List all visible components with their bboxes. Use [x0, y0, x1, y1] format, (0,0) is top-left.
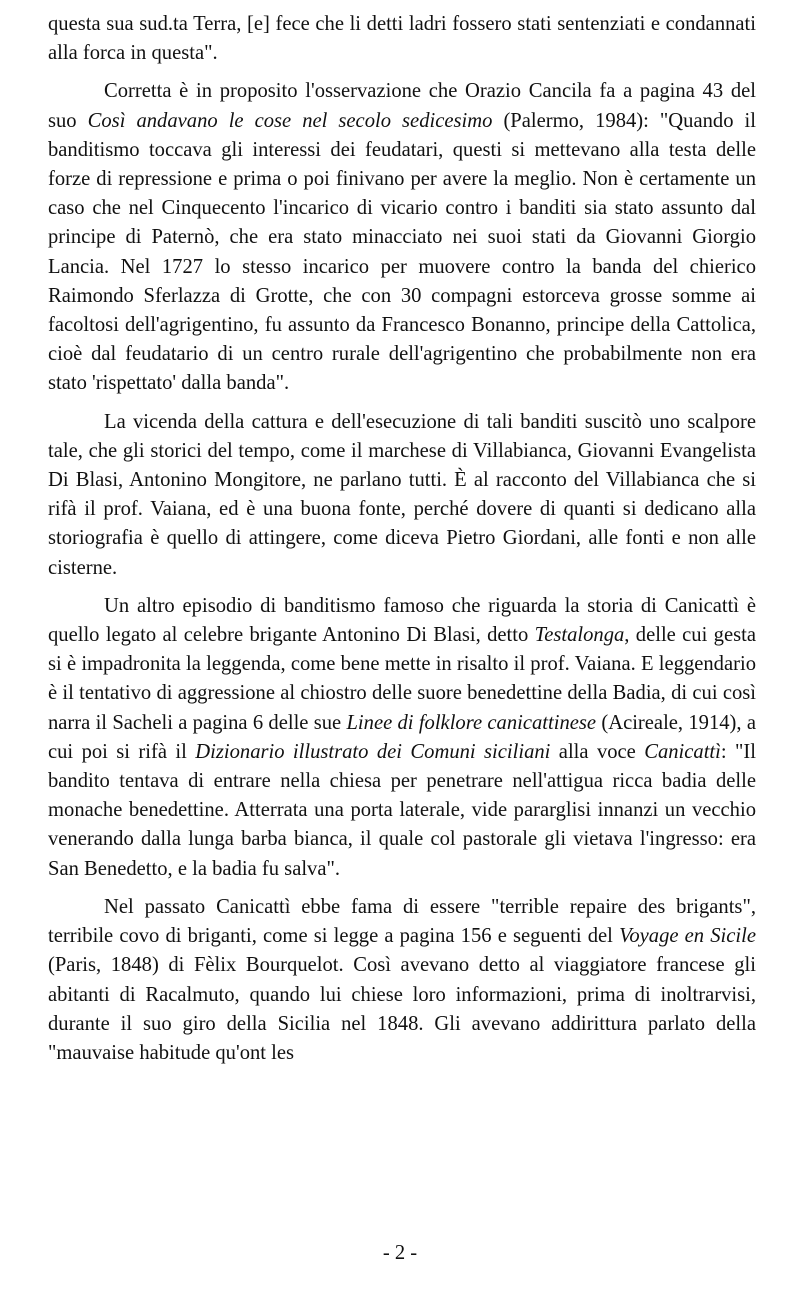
paragraph-5 [48, 893, 756, 1068]
paragraph-3 [48, 408, 756, 583]
text-run: Un altro episodio di banditismo famoso che riguarda la storia di Canicattì è quello legato al celebre brigante Antonino Di Blasi, detto [48, 594, 756, 647]
text-run: (Acireale, 1914), a cui poi si rifà il [48, 711, 756, 763]
italic-title: Testalonga [534, 624, 625, 647]
text-run: questa sua sud.ta Terra, [e] fece che li detti ladri fossero stati sentenziati e condannati alla forca in questa". [48, 13, 756, 65]
text-run: Nel passato Canicattì ebbe fama di essere "terrible repaire des brigants", terribile covo di briganti, come si legge a pagina 156 e seguenti del [48, 895, 756, 948]
paragraph-2 [48, 77, 756, 398]
text-run: La vicenda della cattura e dell'esecuzione di tali banditi suscitò uno scalpore tale, che gli storici del tempo, come il marchese di Villabianca, Giovanni Evangelista Di Blasi, Antonino Mongitore, ne parlano tutti. È al racconto del Villabianca che si rifà il prof. Vaiana, ed è una buona fonte, perché dovere di quanti si dedicano alla storiografia è quello di attingere, come diceva Pietro Giordani, alle fonti e non alle cisterne. [48, 410, 756, 579]
text-run: alla voce [550, 740, 645, 763]
text-run: , delle cui gesta si è impadronita la leggenda, come bene mette in risalto il prof. Vaiana. E leggendario è il tentativo di aggressione al chiostro delle suore benedettine della Badia, di cui così narra il Sacheli a pagina 6 delle sue [48, 624, 756, 734]
text-run: (Palermo, 1984): "Quando il banditismo toccava gli interessi dei feudatari, questi si mettevano alla testa delle forze di repressione e prima o poi finivano per avere la meglio. Non è certamente un caso che nel Cinquecento l'incarico di vicario contro i banditi sia stato assunto dal principe di Paternò, che era stato minacciato nei suoi stati da Giovanni Giorgio Lancia. Nel 1727 lo stesso incarico per muovere contro la banda del chierico Raimondo Sferlazza di Grotte, che con 30 compagni estorceva grosse somme ai facoltosi dell'agrigentino, fu assunto da Francesco Bonanno, principe della Cattolica, cioè dal feudatario di un centro rurale dell'agrigentino che probabilmente non era stato 'rispettato' dalla banda". [48, 109, 756, 395]
text-run: (Paris, 1848) di Fèlix Bourquelot. Così avevano detto al viaggiatore francese gli abitanti di Racalmuto, quando lui chiese loro informazioni, prima di inoltrarvisi, durante il suo giro della Sicilia nel 1848. Gli avevano addirittura parlato della "mauvaise habitude qu'ont les [48, 954, 756, 1064]
text-run: Corretta è in proposito l'osservazione che Orazio Cancila fa a pagina 43 del suo [48, 80, 756, 132]
page-number: - 2 - [382, 1242, 418, 1264]
paragraph-1 [48, 10, 756, 68]
italic-title: Così andavano le cose nel secolo sedicesimo [87, 109, 493, 132]
paragraph-4 [48, 592, 756, 884]
italic-title: Dizionario illustrato dei Comuni siciliani [195, 740, 551, 763]
document-page [48, 10, 756, 1077]
italic-title: Voyage en Sicile [619, 925, 756, 948]
text-run: : "Il bandito tentava di entrare nella chiesa per penetrare nell'attigua ricca badia delle monache benedettine. Atterrata una porta laterale, vide pararglisi innanzi un vecchio venerando dalla lunga barba bianca, il quale col pastorale gli vietava l'ingresso: era San Benedetto, e la badia fu salva". [48, 740, 756, 880]
italic-title: Linee di folklore canicattinese [346, 711, 597, 734]
italic-title: Canicattì [644, 740, 721, 763]
